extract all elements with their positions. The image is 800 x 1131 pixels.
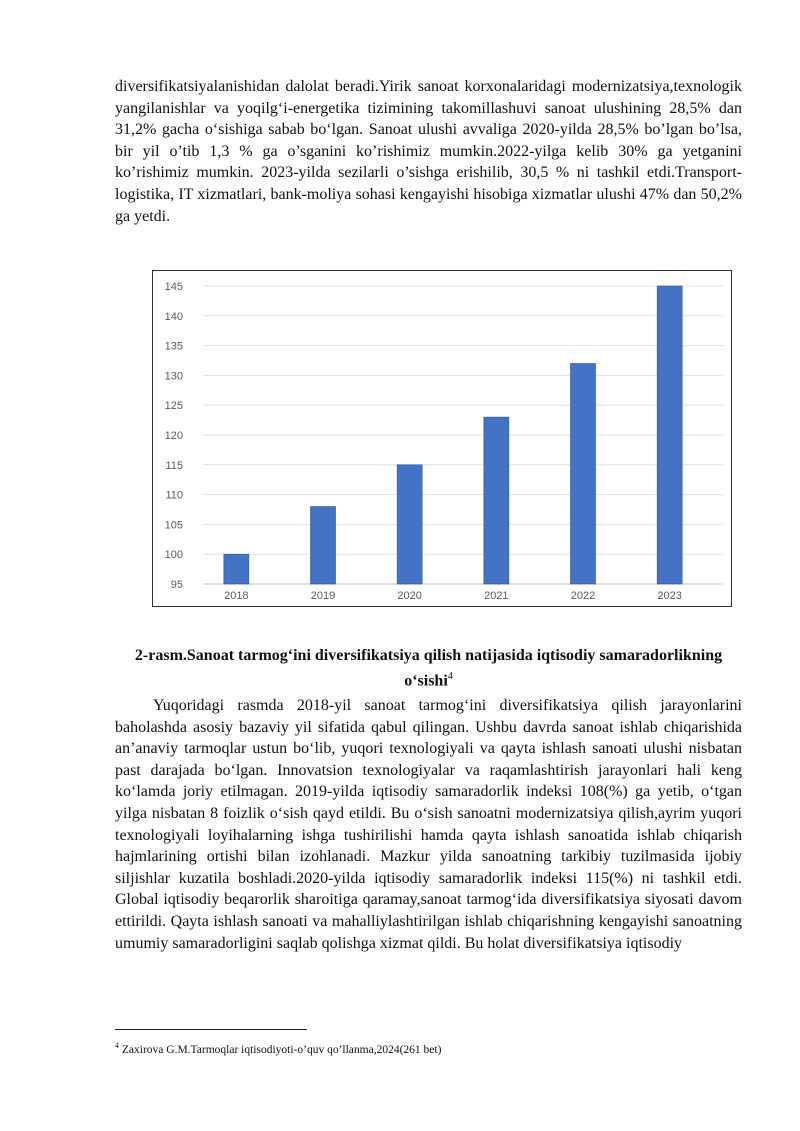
- bar: [484, 417, 509, 584]
- y-tick-label: 135: [164, 340, 183, 353]
- x-tick-label: 2023: [657, 590, 682, 602]
- y-tick-label: 105: [164, 519, 183, 532]
- x-tick-label: 2019: [310, 590, 336, 602]
- x-tick-label: 2022: [570, 590, 596, 602]
- body-paragraph-2: Yuqoridagi rasmda 2018-yil sanoat tarmog‘ini diversifikatsiya qilish jarayonlarini baholashda asosiy bazaviy yil sifatida qabul qilingan. Ushbu davrda sanoat ishlab chiqarishida an’anaviy tarmoqlar ustun bo‘lib, yuqori texnologiyali va qayta ishlash sanoati ulushi nisbatan past darajada bo‘lgan. Innovatsion texnologiyalar va raqamlashtirish jarayonlari hali keng ko‘lamda joriy etilmagan. 2019-yilda iqtisodiy samaradorlik indeksi 108(%) ga yetib, o‘tgan yilga nisbatan 8 foizlik o‘sish qayd etildi. Bu o‘sish sanoatni modernizatsiya qilish,ayrim yuqori texnologiyali loyihalarning ishga tushirilishi hamda qayta ishlash sanoatida ishlab chiqarish hajmlarining ortishi bilan izohlanadi. Mazkur yilda sanoatning tarkibiy tuzilmasida ijobiy siljishlar kuzatila boshladi.2020-yilda iqtisodiy samaradorlik indeksi 115(%) ni tashkil etdi. Global iqtisodiy beqarorlik sharoitiga qaramay,sanoat tarmog‘ida diversifikatsiya siyosati davom ettirildi. Qayta ishlash sanoati va mahalliylashtirilgan ishlab chiqarishning kengayishi sanoatning umumiy samaradorligini saqlab qolishga xizmat qildi. Bu holat diversifikatsiya iqtisodiy: [115, 697, 742, 952]
- x-tick-label: 2018: [224, 590, 249, 602]
- figure-caption-text: 2-rasm.Sanoat tarmog‘ini diversifikatsiya qilish natijasida iqtisodiy samaradorlikning o‘sishi: [134, 647, 723, 690]
- y-tick-label: 145: [164, 281, 183, 293]
- footnote-text: Zaxirova G.M.Tarmoqlar iqtisodiyoti-o’quv qo’llanma,2024(261 bet): [119, 1043, 442, 1056]
- bar: [311, 507, 336, 584]
- x-tick-label: 2020: [397, 590, 422, 602]
- body-paragraph-1: diversifikatsiyalanishidan dalolat beradi.Yirik sanoat korxonalaridagi modernizatsiya,texnologik yangilanishlar va yoqilg‘i-energetika tizimining takomillashuvi sanoat ulushining 28,5% dan 31,2% gacha o‘sishiga sabab bo‘lgan. Sanoat ulushi avvaliga 2020-yilda 28,5% bo’lgan bo’lsa, bir yil o’tib 1,3 % ga o’sganini ko’rishimiz mumkin.2022-yilga kelib 30% ga yetganini ko’rishimiz mumkin. 2023-yilda sezilarli o’sishga erishilib, 30,5 % ni tashkil etdi.Transport-logistika, IT xizmatlari, bank-moliya sohasi kengayishi hisobiga xizmatlar ulushi 47% dan 50,2% ga yetdi.: [115, 78, 742, 225]
- y-tick-label: 100: [164, 549, 183, 562]
- bar: [657, 286, 682, 584]
- bar-chart-svg: [153, 271, 731, 606]
- bar-chart: [152, 270, 732, 607]
- footnote-divider: [115, 1029, 307, 1030]
- figure-caption: [115, 645, 742, 691]
- bar: [571, 363, 596, 584]
- y-tick-label: 140: [164, 310, 183, 323]
- y-tick-label: 110: [165, 489, 183, 502]
- y-tick-label: 115: [165, 459, 183, 472]
- y-tick-label: 125: [164, 400, 183, 413]
- y-tick-label: 130: [164, 370, 183, 383]
- bar: [224, 554, 249, 584]
- footnote: [115, 1039, 742, 1057]
- y-tick-label: 120: [164, 430, 183, 442]
- footnote-number: 4: [115, 1041, 119, 1050]
- x-tick-label: 2021: [484, 590, 509, 602]
- y-tick-label: 95: [170, 579, 183, 591]
- bar: [397, 465, 422, 584]
- footnote-reference: 4: [447, 671, 453, 682]
